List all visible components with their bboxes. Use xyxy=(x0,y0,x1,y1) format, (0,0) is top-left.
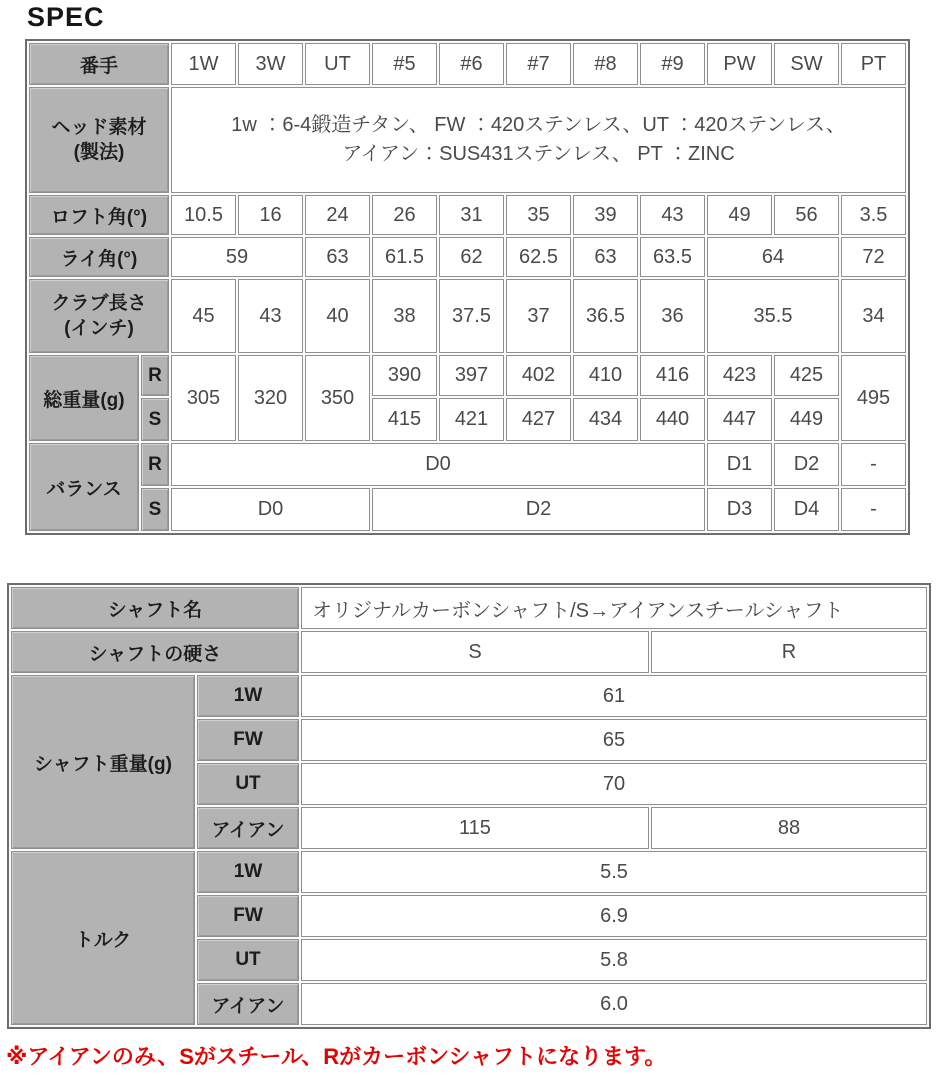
lie-cell: 63.5 xyxy=(640,237,705,277)
club-header-cell: #7 xyxy=(506,43,571,85)
weight-flex-r-label: R xyxy=(141,355,169,396)
length-cell: 36 xyxy=(640,279,705,353)
loft-cell: 43 xyxy=(640,195,705,235)
length-cell: 45 xyxy=(171,279,236,353)
club-header-cell: #9 xyxy=(640,43,705,85)
torque-1w-value: 5.5 xyxy=(301,851,927,893)
balance-s-woods-cell: D0 xyxy=(171,488,370,531)
weight-cell-ut: 350 xyxy=(305,355,370,441)
lie-cell: 62.5 xyxy=(506,237,571,277)
shaft-weight-iron-r-value: 88 xyxy=(651,807,927,849)
weight-cell-3w: 320 xyxy=(238,355,303,441)
weight-r-cell: 390 xyxy=(372,355,437,396)
shaft-weight-1w-row xyxy=(11,675,927,717)
lie-cell: 61.5 xyxy=(372,237,437,277)
shaft-weight-iron-label: アイアン xyxy=(197,807,299,849)
weight-r-cell: 397 xyxy=(439,355,504,396)
weight-r-cell: 416 xyxy=(640,355,705,396)
weight-s-cell: 447 xyxy=(707,398,772,441)
weight-s-cell: 440 xyxy=(640,398,705,441)
club-header-cell: SW xyxy=(774,43,839,85)
club-header-cell: 3W xyxy=(238,43,303,85)
shaft-flex-s-cell: S xyxy=(301,631,649,673)
loft-cell: 39 xyxy=(573,195,638,235)
club-header-cell: UT xyxy=(305,43,370,85)
loft-row xyxy=(29,195,906,235)
weight-s-cell: 434 xyxy=(573,398,638,441)
torque-1w-row xyxy=(11,851,927,893)
length-cell: 37 xyxy=(506,279,571,353)
shaft-weight-ut-value: 70 xyxy=(301,763,927,805)
club-header-cell: #6 xyxy=(439,43,504,85)
head-material-line1: 1w ：6-4鍛造チタン、 FW ：420ステンレス、UT ：420ステンレス、 xyxy=(231,114,846,136)
weight-s-row xyxy=(29,398,906,441)
balance-row-label: バランス xyxy=(29,443,139,531)
head-material-value xyxy=(171,87,906,193)
shaft-name-label: シャフト名 xyxy=(11,587,299,629)
weight-row-label: 総重量(g) xyxy=(29,355,139,441)
length-cell: 38 xyxy=(372,279,437,353)
club-header-cell: PT xyxy=(841,43,906,85)
torque-fw-label: FW xyxy=(197,895,299,937)
balance-s-irons-cell: D2 xyxy=(372,488,705,531)
spec-page xyxy=(0,2,941,1080)
lie-row-label: ライ角(°) xyxy=(29,237,169,277)
length-cell: 36.5 xyxy=(573,279,638,353)
shaft-weight-ut-label: UT xyxy=(197,763,299,805)
club-header-cell: #8 xyxy=(573,43,638,85)
page-title: SPEC xyxy=(27,2,105,32)
weight-s-cell: 415 xyxy=(372,398,437,441)
shaft-name-row xyxy=(11,587,927,629)
loft-cell: 49 xyxy=(707,195,772,235)
balance-s-row xyxy=(29,488,906,531)
loft-cell: 3.5 xyxy=(841,195,906,235)
balance-s-sw-cell: D4 xyxy=(774,488,839,531)
torque-iron-value: 6.0 xyxy=(301,983,927,1025)
head-material-row xyxy=(29,87,906,193)
balance-flex-r-label: R xyxy=(141,443,169,486)
head-material-label xyxy=(29,87,169,193)
shaft-flex-label: シャフトの硬さ xyxy=(11,631,299,673)
length-label-line2: (インチ) xyxy=(64,318,134,339)
lie-cell: 64 xyxy=(707,237,839,277)
lie-cell: 63 xyxy=(573,237,638,277)
head-material-label-line1: ヘッド素材 xyxy=(51,116,147,138)
weight-r-cell: 423 xyxy=(707,355,772,396)
length-row xyxy=(29,279,906,353)
weight-r-row xyxy=(29,355,906,396)
torque-group-label: トルク xyxy=(11,851,195,1025)
balance-r-pw-cell: D1 xyxy=(707,443,772,486)
weight-r-cell: 402 xyxy=(506,355,571,396)
lie-cell: 72 xyxy=(841,237,906,277)
head-material-line2: アイアン：SUS431ステンレス、 PT ：ZINC xyxy=(342,143,735,165)
torque-ut-value: 5.8 xyxy=(301,939,927,981)
weight-flex-s-label: S xyxy=(141,398,169,441)
shaft-weight-fw-label: FW xyxy=(197,719,299,761)
weight-cell-1w: 305 xyxy=(171,355,236,441)
shaft-weight-fw-value: 65 xyxy=(301,719,927,761)
torque-1w-label: 1W xyxy=(197,851,299,893)
length-cell: 34 xyxy=(841,279,906,353)
shaft-weight-group-label: シャフト重量(g) xyxy=(11,675,195,849)
balance-s-pt-cell: - xyxy=(841,488,906,531)
length-cell: 40 xyxy=(305,279,370,353)
torque-ut-label: UT xyxy=(197,939,299,981)
club-header-cell: 1W xyxy=(171,43,236,85)
loft-cell: 24 xyxy=(305,195,370,235)
weight-s-cell: 427 xyxy=(506,398,571,441)
loft-cell: 31 xyxy=(439,195,504,235)
loft-cell: 26 xyxy=(372,195,437,235)
balance-r-pt-cell: - xyxy=(841,443,906,486)
balance-flex-s-label: S xyxy=(141,488,169,531)
head-material-label-line2: (製法) xyxy=(73,142,125,163)
weight-r-cell: 410 xyxy=(573,355,638,396)
balance-s-pw-cell: D3 xyxy=(707,488,772,531)
iron-shaft-footnote: ※アイアンのみ、Sがスチール、Rがカーボンシャフトになります。 xyxy=(6,1044,667,1069)
shaft-spec-table xyxy=(7,583,931,1029)
loft-cell: 56 xyxy=(774,195,839,235)
torque-iron-label: アイアン xyxy=(197,983,299,1025)
balance-r-main-cell: D0 xyxy=(171,443,705,486)
weight-cell-pt: 495 xyxy=(841,355,906,441)
shaft-weight-1w-value: 61 xyxy=(301,675,927,717)
shaft-flex-row xyxy=(11,631,927,673)
loft-cell: 16 xyxy=(238,195,303,235)
shaft-flex-r-cell: R xyxy=(651,631,927,673)
loft-cell: 10.5 xyxy=(171,195,236,235)
club-row-label: 番手 xyxy=(29,43,169,85)
lie-cell: 63 xyxy=(305,237,370,277)
shaft-name-value: オリジナルカーボンシャフト/S→アイアンスチールシャフト xyxy=(301,587,927,629)
lie-cell: 59 xyxy=(171,237,303,277)
weight-r-cell: 425 xyxy=(774,355,839,396)
lie-cell: 62 xyxy=(439,237,504,277)
length-cell: 43 xyxy=(238,279,303,353)
loft-row-label: ロフト角(°) xyxy=(29,195,169,235)
club-spec-table xyxy=(25,39,910,535)
club-header-row xyxy=(29,43,906,85)
lie-row xyxy=(29,237,906,277)
club-header-cell: PW xyxy=(707,43,772,85)
length-cell: 35.5 xyxy=(707,279,839,353)
length-row-label xyxy=(29,279,169,353)
balance-r-row xyxy=(29,443,906,486)
shaft-weight-1w-label: 1W xyxy=(197,675,299,717)
shaft-weight-iron-s-value: 115 xyxy=(301,807,649,849)
weight-s-cell: 421 xyxy=(439,398,504,441)
loft-cell: 35 xyxy=(506,195,571,235)
weight-s-cell: 449 xyxy=(774,398,839,441)
length-cell: 37.5 xyxy=(439,279,504,353)
balance-r-sw-cell: D2 xyxy=(774,443,839,486)
length-label-line1: クラブ長さ xyxy=(51,292,147,314)
torque-fw-value: 6.9 xyxy=(301,895,927,937)
club-header-cell: #5 xyxy=(372,43,437,85)
